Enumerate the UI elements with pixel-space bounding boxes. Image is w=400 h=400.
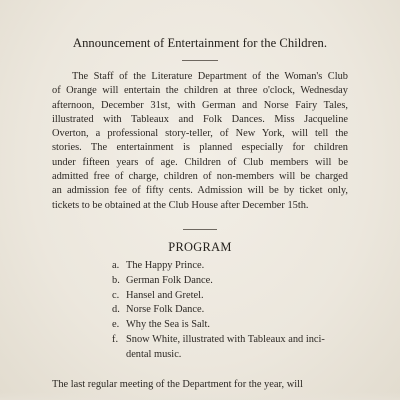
paragraph-line: Overton, a professional story-teller, of New York, will tell the [52,128,348,140]
program-item-text: Why the Sea is Salt. [126,319,210,331]
paragraph-line: tickets to be obtained at the Club House after December 15th. [52,199,309,211]
paragraph-line: an admission fee of fifty cents. Admission will be by ticket only, [52,185,348,197]
announcement-title: Announcement of Entertainment for the Children. [72,36,328,50]
paragraph-line: illustrated with Tableaux and Folk Dances. Miss Jacqueline [52,113,348,125]
title-divider [182,60,218,61]
program-heading: PROGRAM [168,240,232,254]
paragraph-line: afternoon, December 31st, with German and Norse Fairy Tales, [52,99,348,111]
announcement-paragraph [52,70,348,213]
program-item-text: Snow White, illustrated with Tableaux and inci- [126,333,325,345]
paragraph-line: admitted free of charge, children of non-members will be charged [52,171,348,183]
paragraph-line: The last regular meeting of the Department for the year, will [52,379,303,390]
closing-paragraph [52,378,348,392]
program-list [112,259,362,363]
program-item [112,333,362,348]
section-divider [183,229,217,230]
paragraph-line: stories. The entertainment is planned especially for children [52,142,348,154]
program-item-text: Norse Folk Dance. [126,304,205,316]
program-item [112,274,362,289]
program-item-marker: e. [112,319,120,331]
program-item-text: Hansel and Gretel. [126,289,204,301]
program-item [112,303,362,318]
program-item-marker: a. [112,260,120,271]
paragraph-line: The Staff of the Literature Department of the Woman's Club [72,71,348,82]
program-item-continuation [112,348,362,363]
paragraph-line: under fifteen years of age. Children of Club members will be [52,156,348,168]
program-item [112,289,362,304]
program-item-marker: b. [112,274,120,286]
program-item-text: dental music. [126,348,182,360]
program-item-marker: f. [112,333,119,345]
program-item-marker: c. [112,289,120,301]
program-item-text: The Happy Prince. [126,260,205,271]
page-edge-shade [0,392,400,400]
paragraph-line: of Orange will entertain the children at three o'clock, Wednesday [52,85,348,97]
program-item [112,259,362,274]
program-item [112,318,362,333]
program-item-text: German Folk Dance. [126,274,213,286]
program-item-marker: d. [112,304,120,316]
